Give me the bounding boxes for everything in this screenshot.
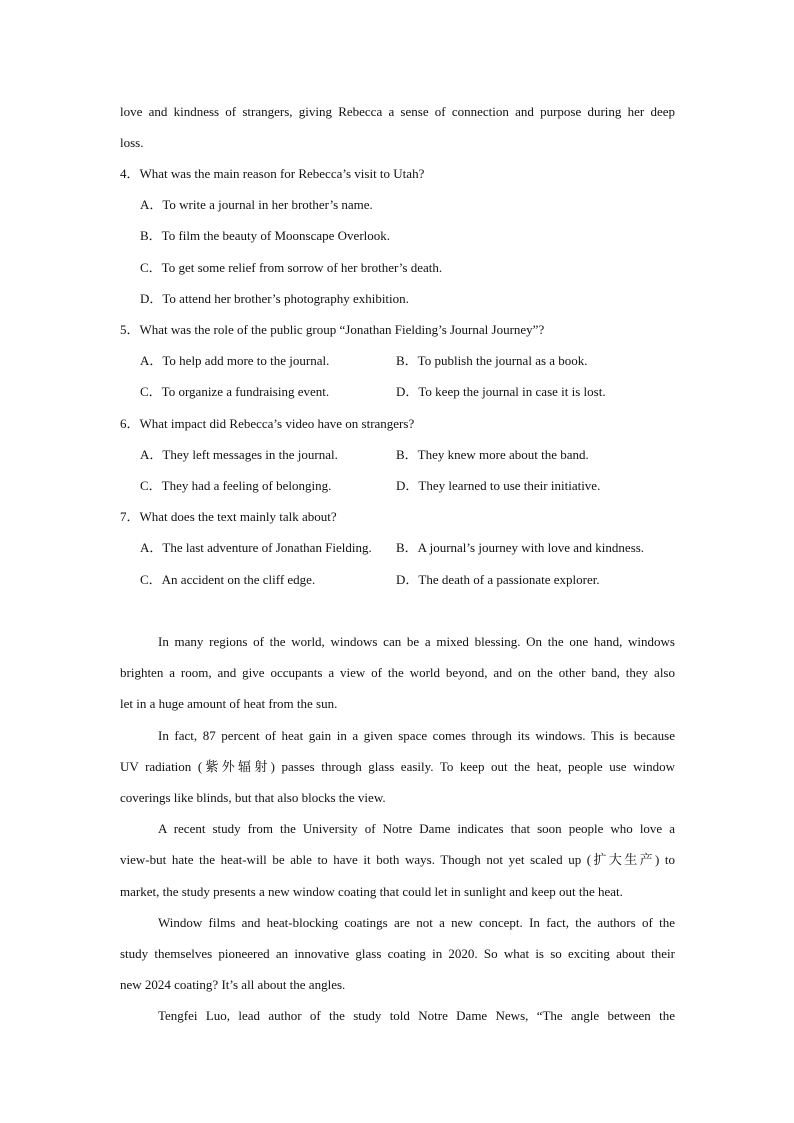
option-4b: B．To film the beauty of Moonscape Overlook.: [140, 228, 391, 243]
option-4d: D．To attend her brother’s photography exhibition.: [140, 291, 409, 306]
option-7d: D．The death of a passionate explorer.: [396, 572, 600, 587]
option-7a: A．The last adventure of Jonathan Fielding.: [140, 540, 372, 555]
question-5: [120, 322, 675, 338]
option-7c: C．An accident on the cliff edge.: [140, 572, 316, 587]
question-4: [120, 166, 675, 182]
option-6c: C．They had a feeling of belonging.: [140, 478, 332, 493]
option-6b: B．They knew more about the band.: [396, 447, 589, 462]
passage-paragraph-3-line: A recent study from the University of Notre Dame indicates that soon people who love a: [158, 821, 675, 836]
option-5d: D．To keep the journal in case it is lost.: [396, 384, 606, 399]
question-text: What was the main reason for Rebecca’s visit to Utah?: [139, 166, 425, 181]
option-4c: C．To get some relief from sorrow of her brother’s death.: [140, 260, 443, 275]
passage-text-line: loss.: [120, 135, 144, 150]
passage-paragraph-4-line: study themselves pioneered an innovative glass coating in 2020. So what is so exciting about their: [120, 946, 675, 961]
question-text: What does the text mainly talk about?: [139, 509, 337, 524]
option-5c: C．To organize a fundraising event.: [140, 384, 330, 399]
passage-paragraph-3-line: view-but hate the heat-will be able to have it both ways. Though not yet scaled up (扩大生产) to: [120, 852, 675, 867]
question-6: [120, 416, 675, 432]
option-7b: B．A journal’s journey with love and kindness.: [396, 540, 645, 555]
question-7: [120, 509, 675, 525]
option-6d: D．They learned to use their initiative.: [396, 478, 601, 493]
question-number: 5．: [120, 322, 140, 337]
passage-paragraph-1-line: brighten a room, and give occupants a view of the world beyond, and on the other band, they also: [120, 665, 675, 680]
option-4a: A．To write a journal in her brother’s name.: [140, 197, 373, 212]
passage-paragraph-3-line: market, the study presents a new window coating that could let in sunlight and keep out the heat.: [120, 884, 623, 899]
option-5b: B．To publish the journal as a book.: [396, 353, 588, 368]
question-number: 7．: [120, 509, 140, 524]
passage-paragraph-1-line: let in a huge amount of heat from the sun.: [120, 696, 338, 711]
question-text: What impact did Rebecca’s video have on strangers?: [139, 416, 415, 431]
passage-paragraph-1-line: In many regions of the world, windows can be a mixed blessing. On the one hand, windows: [158, 634, 675, 649]
question-number: 4．: [120, 166, 140, 181]
passage-paragraph-4-line: new 2024 coating? It’s all about the angles.: [120, 977, 346, 992]
passage-paragraph-4-line: Window films and heat-blocking coatings are not a new concept. In fact, the authors of the: [158, 915, 675, 930]
passage-paragraph-2-line: coverings like blinds, but that also blocks the view.: [120, 790, 386, 805]
question-text: What was the role of the public group “Jonathan Fielding’s Journal Journey”?: [139, 322, 545, 337]
passage-paragraph-5-line: Tengfei Luo, lead author of the study told Notre Dame News, “The angle between the: [158, 1008, 675, 1023]
option-6a: A．They left messages in the journal.: [140, 447, 338, 462]
passage-text-line: love and kindness of strangers, giving Rebecca a sense of connection and purpose during her deep: [120, 104, 675, 119]
option-5a: A．To help add more to the journal.: [140, 353, 330, 368]
passage-paragraph-2-line: UV radiation (紫外辐射) passes through glass easily. To keep out the heat, people use window: [120, 759, 675, 774]
passage-paragraph-2-line: In fact, 87 percent of heat gain in a given space comes through its windows. This is because: [158, 728, 675, 743]
question-number: 6．: [120, 416, 140, 431]
